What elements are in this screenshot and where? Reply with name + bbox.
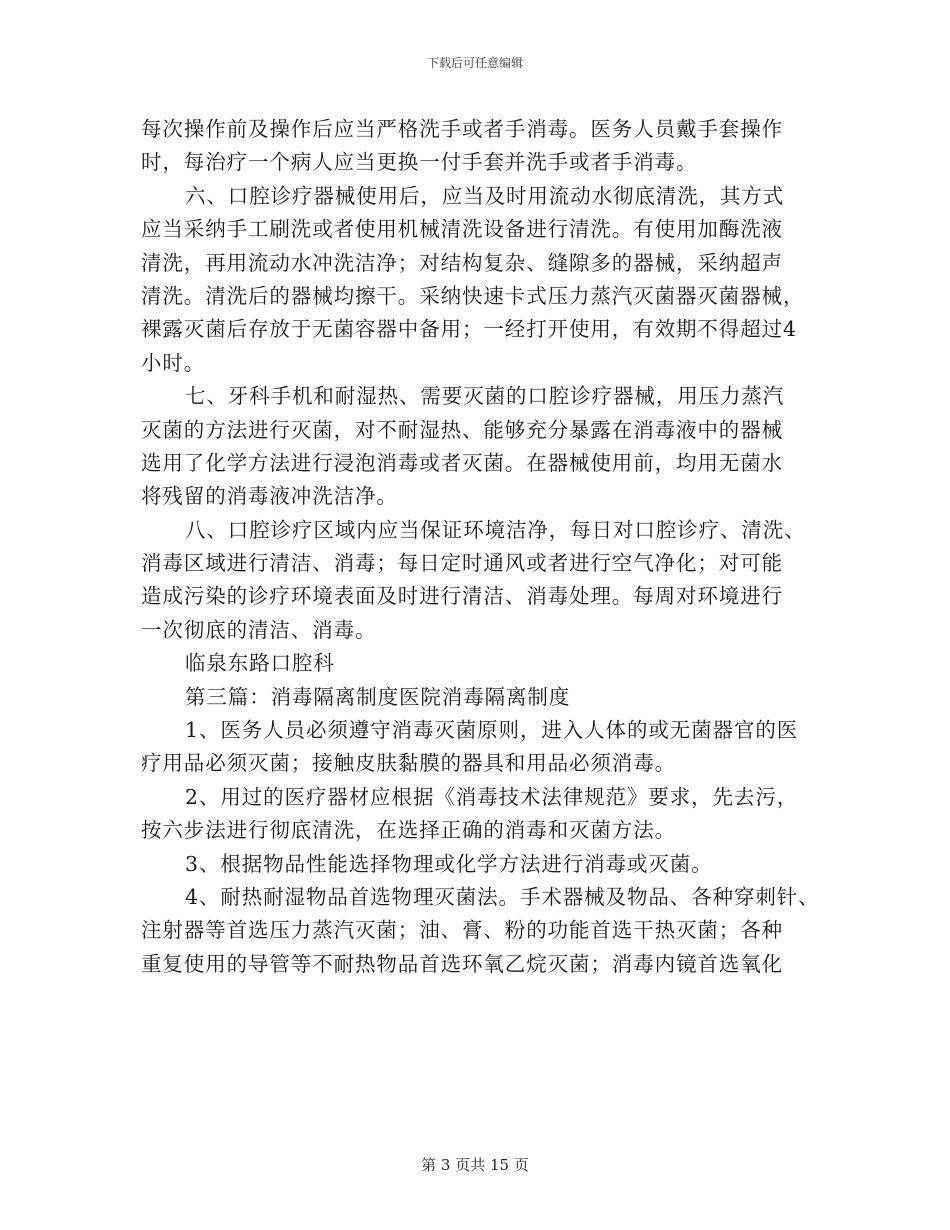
text-line: 一次彻底的清洁、消毒。 xyxy=(141,617,377,642)
document-body xyxy=(141,113,831,981)
text-line: 2、用过的医疗器材应根据《消毒技术法律规范》要求，先去污， xyxy=(185,784,799,809)
text-line: 3、根据物品性能选择物理或化学方法进行消毒或灭菌。 xyxy=(185,851,713,876)
text-line: 4、耐热耐湿物品首选物理灭菌法。手术器械及物品、各种穿刺针、 xyxy=(185,884,820,909)
text-line: 裸露灭菌后存放于无菌容器中备用；一经打开使用，有效期不得超过4 xyxy=(141,317,797,342)
text-line: 时，每治疗一个病人应当更换一付手套并洗手或者手消毒。 xyxy=(141,150,698,175)
text-line: 清洗。清洗后的器械均擦干。采纳快速卡式压力蒸汽灭菌器灭菌器械， xyxy=(141,283,805,308)
text-line: 选用了化学方法进行浸泡消毒或者灭菌。在器械使用前，均用无菌水 xyxy=(141,450,783,475)
text-line: 第三篇：消毒隔离制度医院消毒隔离制度 xyxy=(185,684,571,709)
text-line: 七、牙科手机和耐湿热、需要灭菌的口腔诊疗器械，用压力蒸汽 xyxy=(185,384,785,409)
text-line: 灭菌的方法进行灭菌，对不耐湿热、能够充分暴露在消毒液中的器械 xyxy=(141,417,783,442)
page-footer: 第 3 页共 15 页 xyxy=(421,1156,529,1174)
text-line: 六、口腔诊疗器械使用后，应当及时用流动水彻底清洗，其方式 xyxy=(185,183,785,208)
text-line: 临泉东路口腔科 xyxy=(185,651,335,676)
text-line: 重复使用的导管等不耐热物品首选环氧乙烷灭菌；消毒内镜首选氧化 xyxy=(141,951,783,976)
text-line: 应当采纳手工刷洗或者使用机械清洗设备进行清洗。有使用加酶洗液 xyxy=(141,217,783,242)
page-header: 下载后可任意编辑 xyxy=(426,56,523,70)
text-line: 1、医务人员必须遵守消毒灭菌原则，进入人体的或无菌器官的医 xyxy=(185,718,799,743)
text-line: 清洗，再用流动水冲洗洁净；对结构复杂、缝隙多的器械，采纳超声 xyxy=(141,250,783,275)
text-line: 注射器等首选压力蒸汽灭菌；油、膏、粉的功能首选干热灭菌；各种 xyxy=(141,918,783,943)
text-line: 每次操作前及操作后应当严格洗手或者手消毒。医务人员戴手套操作 xyxy=(141,117,783,141)
text-line: 造成污染的诊疗环境表面及时进行清洁、消毒处理。每周对环境进行 xyxy=(141,584,783,609)
text-line: 将残留的消毒液冲洗洁净。 xyxy=(141,484,398,509)
text-line: 疗用品必须灭菌；接触皮肤黏膜的器具和用品必须消毒。 xyxy=(141,751,676,776)
text-line: 消毒区域进行清洁、消毒；每日定时通风或者进行空气净化；对可能 xyxy=(141,551,783,576)
text-line: 八、口腔诊疗区域内应当保证环境洁净，每日对口腔诊疗、清洗、 xyxy=(185,517,806,542)
text-line: 按六步法进行彻底清洗，在选择正确的消毒和灭菌方法。 xyxy=(141,818,676,843)
text-line: 小时。 xyxy=(141,350,206,375)
